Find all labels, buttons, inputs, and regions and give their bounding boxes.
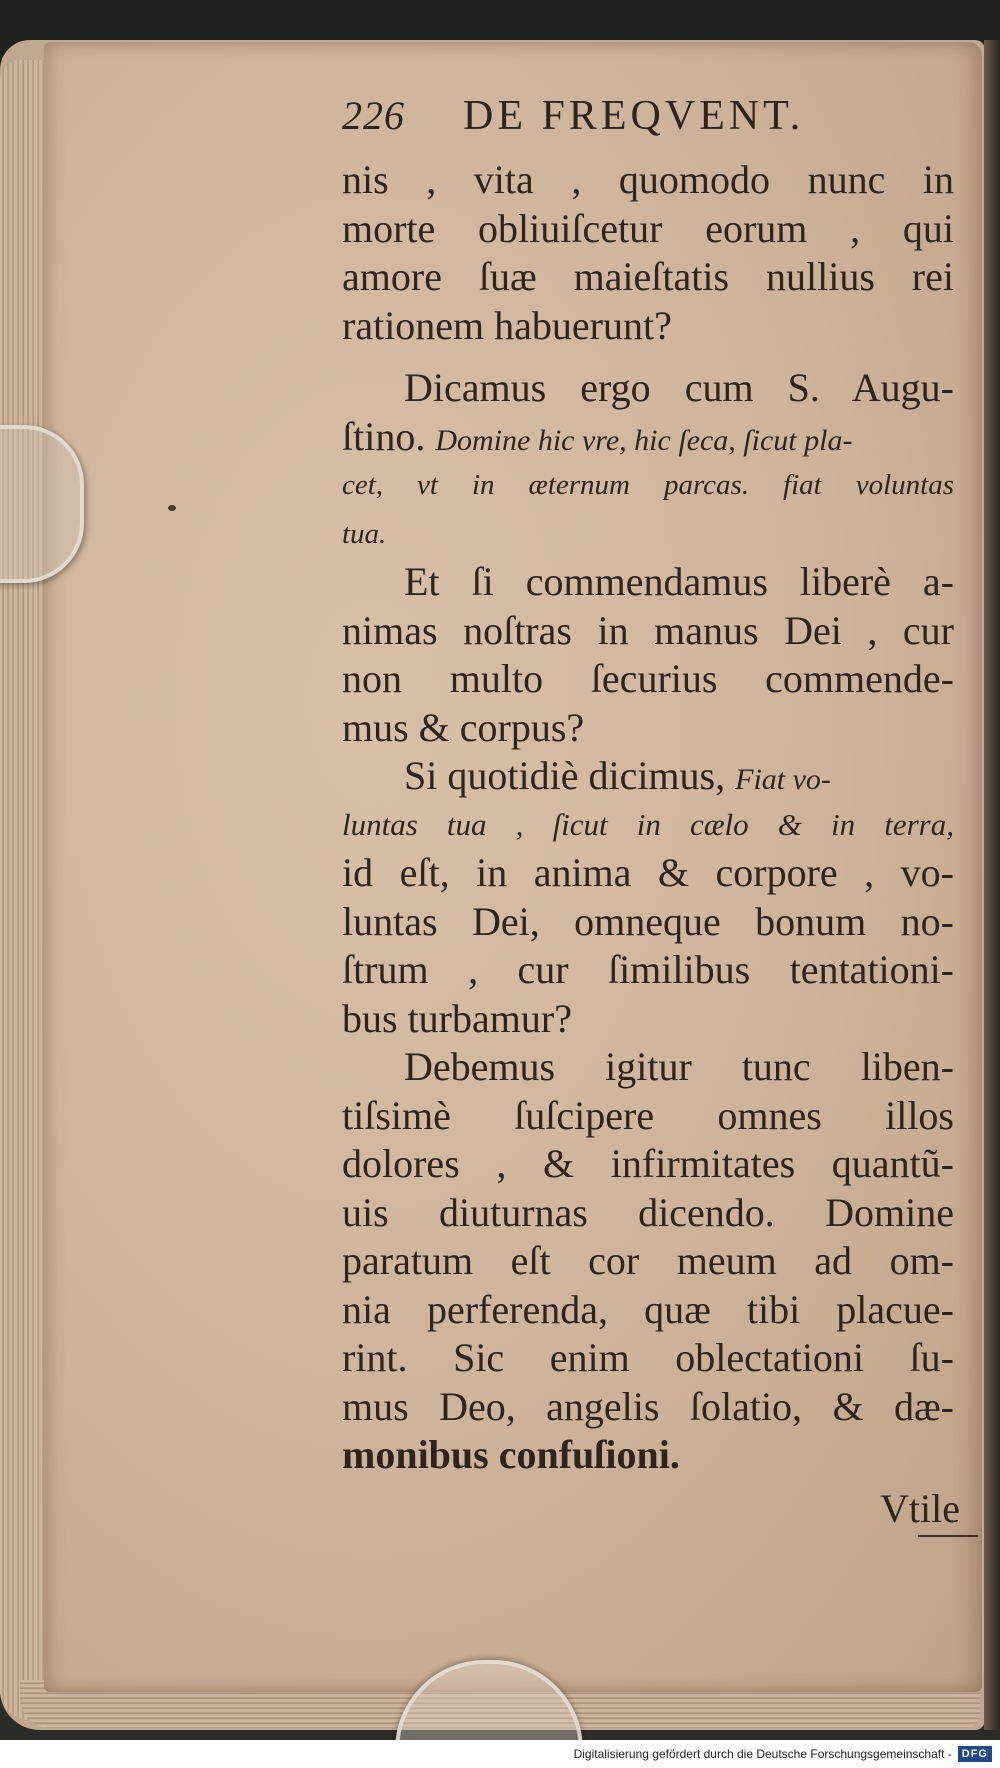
text-line: mus & corpus?	[342, 704, 585, 750]
text-line: amore ſuæ maieſtatis nullius rei	[342, 254, 954, 299]
catchword: Vtile	[880, 1486, 960, 1531]
text-line: Et ſi commendamus liberè a-	[404, 559, 954, 604]
text-line: uis diuturnas dicendo. Domine	[342, 1189, 954, 1235]
binding-edge	[984, 40, 1000, 1730]
text-line	[342, 752, 954, 801]
text-line: luntas Dei, omneque bonum no-	[342, 898, 954, 944]
text-line: monibus confuſioni.	[342, 1432, 680, 1477]
dfg-logo: DFG	[958, 1746, 992, 1762]
text-line-italic: Domine hic vre, hic ſeca, ſicut pla-	[435, 423, 853, 457]
text-line: rationem habuerunt?	[342, 302, 672, 348]
text-line: non multo ſecurius commende-	[342, 656, 954, 701]
text-line: Debemus igitur tunc liben-	[404, 1044, 954, 1089]
ink-mark	[168, 505, 176, 511]
text-line: paratum eſt cor meum ad om-	[342, 1238, 954, 1283]
catchword-rule	[918, 1535, 978, 1537]
page-header	[342, 92, 954, 150]
text-line-italic: Fiat vo-	[735, 763, 831, 796]
text-line-italic: cet, vt in æternum parcas. fiat voluntas	[342, 469, 954, 501]
text-line: tiſsimè ſuſcipere omnes illos	[342, 1092, 954, 1138]
running-head: DE FREQVENT.	[463, 93, 805, 139]
text-line: rint. Sic enim oblectationi ſu-	[342, 1335, 954, 1380]
text-line: nimas noſtras in manus Dei , cur	[342, 607, 954, 653]
page-number: 226	[342, 93, 405, 138]
text-line: id eſt, in anima & corpore , vo-	[342, 850, 954, 895]
text-line: mus Deo, angelis ſolatio, & dæ-	[342, 1383, 954, 1429]
text-column	[342, 92, 954, 1480]
text-line-italic: luntas tua , ſicut in cælo & in terra,	[342, 806, 954, 842]
text-line	[342, 413, 954, 462]
text-line: nis , vita , quomodo nunc in	[342, 157, 954, 202]
text-line: dolores , & infirmitates quantũ-	[342, 1141, 954, 1186]
credit-text: Digitalisierung gefördert durch die Deutsche Forschungsgemeinschaft -	[573, 1747, 952, 1761]
text-line-italic: tua.	[342, 517, 387, 550]
book-clip-left	[0, 425, 84, 583]
text-line: Dicamus ergo cum S. Augu-	[404, 365, 954, 410]
text-line: morte obliuiſcetur eorum , qui	[342, 205, 954, 251]
credit-bar	[0, 1740, 1000, 1768]
page-edges-left	[0, 60, 48, 1720]
text-line: ſtrum , cur ſimilibus tentationi-	[342, 947, 954, 992]
text-line-roman: ſtino.	[342, 413, 426, 459]
text-line: nia perferenda, quæ tibi placue-	[342, 1286, 954, 1332]
text-line-roman: Si quotidiè dicimus,	[404, 753, 726, 798]
text-line: bus turbamur?	[342, 995, 572, 1041]
